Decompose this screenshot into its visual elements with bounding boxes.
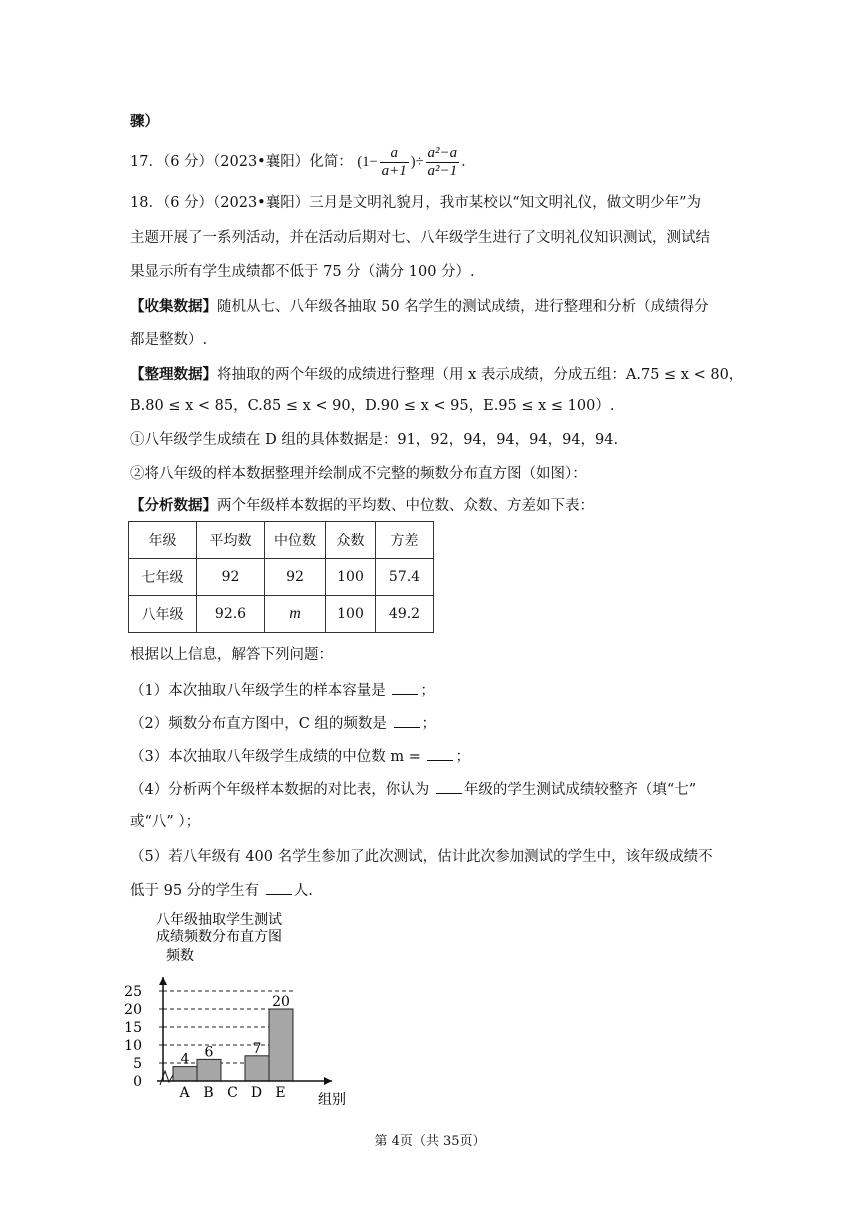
bar-data-label: 4 [180, 1051, 190, 1068]
y-tick-label: 15 [124, 1020, 142, 1036]
q17-prefix: 17．（6 分）（2023•襄阳）化简： [130, 154, 353, 170]
part-1-text: （1）本次抽取八年级学生的样本容量是 [130, 683, 391, 699]
q17-fraction-1 [380, 145, 409, 180]
table-cell: 57.4 [376, 559, 434, 596]
q17-f2-numerator: a²−a [427, 144, 458, 161]
y-tick-label: 25 [124, 984, 142, 1000]
table-header: 平均数 [197, 522, 265, 559]
part-2 [130, 713, 436, 734]
q17-open: (1− [357, 154, 378, 170]
page-footer: 第 4页（共 35页） [374, 1134, 486, 1149]
answer-blank[interactable] [436, 779, 462, 794]
x-axis-label: 组别 [318, 1092, 346, 1108]
table-row [129, 596, 434, 633]
collect-text: 随机从七、八年级各抽取 50 名学生的测试成绩，进行整理和分析（成绩得分 [217, 299, 709, 315]
part-5-end: 人. [293, 883, 313, 899]
table-cell: 92 [197, 559, 265, 596]
table-header: 众数 [326, 522, 376, 559]
chart-title-line-1: 八年级抽取学生测试 [156, 912, 282, 928]
frequency-histogram [120, 908, 420, 1108]
answer-blank[interactable] [427, 746, 453, 761]
table-header: 年级 [129, 522, 197, 559]
analyze-line [130, 496, 594, 516]
organize-line-1 [130, 365, 743, 385]
part-4-text-b: 年级的学生测试成绩较整齐（填“七” [463, 782, 697, 798]
q17-f2-denominator: a²−1 [427, 162, 458, 179]
bar-data-label: 20 [272, 994, 290, 1010]
q17-end: ． [461, 154, 476, 170]
part-4-line-1 [130, 779, 696, 800]
y-tick-label: 20 [124, 1002, 142, 1018]
x-axis-arrow [324, 1077, 332, 1085]
table-header-row [129, 522, 434, 559]
part-2-text: （2）频数分布直方图中，C 组的频数是 [130, 716, 392, 732]
x-tick-label: C [227, 1085, 238, 1101]
organize-line-2: B.80 ≤ x < 85，C.85 ≤ x < 90，D.90 ≤ x < 95，E.95 ≤ x ≤ 100）. [130, 398, 615, 414]
axis-break-mark [160, 1071, 173, 1085]
q18-line-2: 主题开展了一系列活动，并在活动后期对七、八年级学生进行了文明礼仪知识测试，测试结 [130, 230, 710, 246]
q17-divide: )÷ [410, 154, 424, 170]
table-header: 中位数 [265, 522, 326, 559]
item-2: ②将八年级的样本数据整理并绘制成不完整的频数分布直方图（如图）： [130, 466, 587, 482]
part-5-line-2 [130, 880, 313, 901]
table-cell: 八年级 [129, 596, 197, 633]
q17-f1-denominator: a+1 [381, 162, 407, 179]
bar-data-label: 6 [204, 1044, 214, 1061]
part-3 [130, 746, 470, 767]
semicolon: ； [455, 749, 470, 765]
answer-blank[interactable] [392, 680, 418, 695]
y-axis-arrow [159, 977, 167, 985]
histogram-bar [173, 1067, 197, 1081]
part-5-line-1: （5）若八年级有 400 名学生参加了此次测试，估计此次参加测试的学生中，该年级成绩不 [130, 849, 713, 865]
table-cell: 92 [265, 559, 326, 596]
y-tick-label: 0 [133, 1074, 142, 1090]
chart-title-line-2: 成绩频数分布直方图 [156, 929, 282, 945]
statistics-table [128, 521, 434, 633]
part-1 [130, 680, 435, 701]
answer-blank[interactable] [394, 713, 420, 728]
table-header: 方差 [376, 522, 434, 559]
x-tick-label: D [250, 1085, 263, 1101]
organize-heading: 【整理数据】 [130, 366, 217, 383]
table-cell: 92.6 [197, 596, 265, 633]
x-tick-label: E [275, 1085, 286, 1101]
table-cell: 100 [326, 559, 376, 596]
q18-line-1: 18．（6 分）（2023•襄阳）三月是文明礼貌月，我市某校以“知文明礼仪，做文明少年”为 [130, 195, 702, 211]
table-cell: 七年级 [129, 559, 197, 596]
x-tick-label: A [179, 1085, 190, 1101]
q17-f1-numerator: a [380, 145, 409, 163]
part-4-text-a: （4）分析两个年级样本数据的对比表，你认为 [130, 782, 434, 798]
continued-text: 骤） [130, 113, 159, 130]
semicolon: ； [420, 683, 435, 699]
x-tick-label: B [203, 1085, 214, 1101]
table-row [129, 559, 434, 596]
collect-line-2: 都是整数）. [130, 332, 208, 348]
collect-heading: 【收集数据】 [130, 298, 217, 315]
histogram-bar [269, 1009, 293, 1081]
bar-data-label: 7 [252, 1040, 262, 1057]
semicolon: ； [421, 716, 437, 732]
table-cell: 100 [326, 596, 376, 633]
part-3-text: （3）本次抽取八年级学生成绩的中位数 m = [130, 749, 426, 765]
y-tick-label: 10 [124, 1038, 142, 1054]
collect-line-1 [130, 297, 709, 317]
organize-text: 将抽取的两个年级的成绩进行整理（用 x 表示成绩，分成五组：A.75 ≤ x < 80， [217, 367, 744, 383]
table-cell: 49.2 [376, 596, 434, 633]
q17-fraction-2 [426, 145, 460, 180]
item-1: ①八年级学生成绩在 D 组的具体数据是：91，92，94，94，94，94，94. [130, 432, 619, 448]
answer-blank[interactable] [266, 880, 292, 895]
q18-line-3: 果显示所有学生成绩都不低于 75 分（满分 100 分）. [130, 264, 475, 280]
analyze-text: 两个年级样本数据的平均数、中位数、众数、方差如下表： [217, 498, 594, 514]
analyze-heading: 【分析数据】 [130, 497, 217, 514]
question-17 [130, 142, 476, 182]
table-cell: m [265, 596, 326, 633]
part-5-text: 低于 95 分的学生有 [130, 883, 264, 899]
after-table-text: 根据以上信息，解答下列问题： [130, 647, 333, 663]
histogram-bar [197, 1059, 221, 1081]
histogram-bar [245, 1056, 269, 1081]
part-4-line-2: 或“八” ）； [130, 814, 201, 830]
y-axis-label: 频数 [166, 948, 194, 964]
y-tick-label: 5 [133, 1056, 142, 1072]
